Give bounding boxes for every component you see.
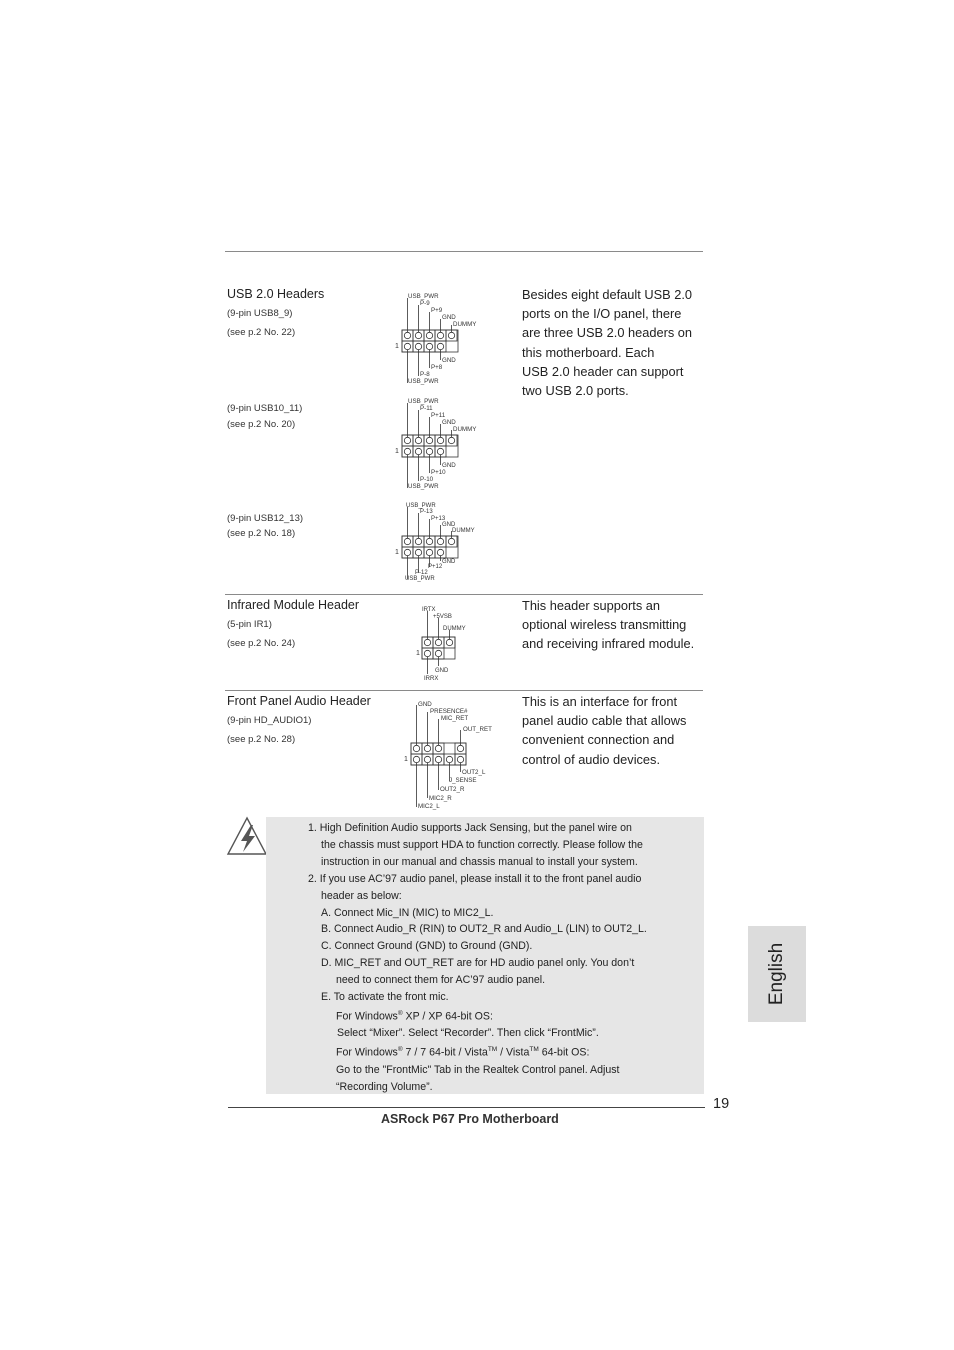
pin-label: DUMMY [452, 528, 475, 534]
pin1-marker: 1 [395, 343, 399, 350]
ir-desc-line: and receiving infrared module. [522, 636, 695, 652]
note-line: C. Connect Ground (GND) to Ground (GND). [321, 940, 533, 953]
pin1-marker: 1 [416, 650, 420, 657]
pin-label: IRRX [424, 676, 439, 682]
note-line-part: For Windows [336, 1010, 398, 1023]
note-line: B. Connect Audio_R (RIN) to OUT2_R and Audio_L (LIN) to OUT2_L. [321, 923, 647, 936]
audio-pin-info: (9-pin HD_AUDIO1) [227, 715, 312, 726]
note-line: instruction in our manual and chassis manual to install your system. [321, 855, 638, 868]
audio-section-title: Front Panel Audio Header [227, 694, 371, 708]
warning-icon [225, 815, 269, 857]
pin-label: GND [442, 559, 456, 565]
pin-label: PRESENCE# [430, 708, 468, 715]
usb3-pin-info: (9-pin USB12_13) [227, 513, 304, 524]
note-text [308, 820, 647, 1096]
pin-label: OUT_RET [463, 726, 492, 733]
audio-description [522, 692, 686, 769]
pin1-marker: 1 [404, 756, 408, 763]
pin-label: P-13 [420, 509, 433, 515]
audio-desc-line: control of audio devices. [522, 751, 661, 767]
pin-label: P+10 [431, 469, 446, 476]
pin-label: DUMMY [443, 626, 466, 632]
usb3-ref: (see p.2 No. 18) [227, 528, 296, 539]
note-line-part: / Vista [497, 1046, 530, 1059]
footer-title: ASRock P67 Pro Motherboard [381, 1112, 559, 1126]
usb-desc-line: this motherboard. Each [522, 344, 655, 360]
pin-label: P-12 [415, 570, 428, 576]
note-line: header as below: [321, 889, 402, 902]
note-line-part: 64-bit OS: [538, 1046, 590, 1059]
pin-label: P-9 [420, 300, 430, 307]
page-number: 19 [713, 1096, 730, 1112]
pin-label: USB_PWR [406, 503, 436, 509]
audio-desc-line: convenient connection and [522, 732, 675, 748]
note-line [308, 1006, 647, 1025]
note-line: the chassis must support HDA to function correctly. Please follow the [321, 838, 643, 851]
usb-section-title: USB 2.0 Headers [227, 287, 325, 301]
usb-header-diagram-3 [394, 498, 494, 584]
pin-label: DUMMY [453, 426, 477, 433]
pin-label: P-11 [420, 405, 433, 412]
ir-desc-line: optional wireless transmitting [522, 617, 687, 633]
pin-label: MIC2_L [418, 803, 440, 810]
pin1-marker: 1 [395, 448, 399, 455]
audio-header-diagram [404, 697, 504, 813]
pin-label: DUMMY [453, 321, 477, 328]
audio-ref: (see p.2 No. 28) [227, 734, 296, 745]
note-line-part: 7 / 7 64-bit / Vista [402, 1046, 488, 1059]
usb1-ref: (see p.2 No. 22) [227, 327, 296, 338]
pin-label: P+13 [431, 516, 446, 522]
note-line-part: XP / XP 64-bit OS: [402, 1010, 493, 1023]
pin-label: GND [442, 522, 456, 528]
usb-desc-line: ports on the I/O panel, there [522, 306, 682, 322]
footer-rule [228, 1107, 705, 1108]
usb-header-diagram-2 [394, 393, 494, 493]
pin-label: P+8 [431, 364, 443, 371]
usb-description [522, 285, 692, 400]
pin-label: USB_PWR [408, 398, 439, 405]
registered-mark: ® [397, 1009, 403, 1017]
audio-desc-line: panel audio cable that allows [522, 713, 687, 729]
pin-label: P-8 [420, 371, 430, 378]
ir-desc-line: This header supports an [522, 598, 661, 613]
pin-label: USB_PWR [408, 483, 439, 490]
usb2-ref: (see p.2 No. 20) [227, 419, 296, 430]
language-tab [748, 926, 806, 1022]
pin-label: GND [442, 357, 456, 364]
pin-label: IRTX [422, 607, 436, 613]
ir-pin-info: (5-pin IR1) [227, 619, 272, 630]
pin-label: MIC2_R [429, 795, 452, 802]
language-tab-label: English [766, 942, 787, 1006]
trademark-mark: TM [487, 1046, 498, 1054]
note-line: E. To activate the front mic. [321, 991, 449, 1004]
note-line-part: For Windows [336, 1046, 398, 1059]
usb2-pin-info: (9-pin USB10_11) [227, 403, 303, 414]
pin-label: GND [442, 462, 456, 469]
pin-label: P+12 [428, 564, 443, 570]
pin-label: J_SENSE [449, 777, 477, 784]
pin-label: USB_PWR [408, 378, 439, 385]
ir-ref: (see p.2 No. 24) [227, 638, 296, 649]
note-line: “Recording Volume”. [336, 1080, 433, 1093]
section-rule [225, 690, 703, 691]
pin-label: MIC_RET [441, 715, 469, 722]
top-rule [225, 251, 703, 252]
pin-label: OUT2_L [462, 769, 486, 776]
pin-label: P+11 [431, 412, 446, 419]
note-line [308, 1042, 647, 1061]
usb-desc-line: are three USB 2.0 headers on [522, 325, 693, 341]
note-line: Select “Mixer”. Select “Recorder”. Then click “FrontMic”. [337, 1027, 599, 1040]
ir-section-title: Infrared Module Header [227, 598, 360, 612]
trademark-mark: TM [529, 1046, 539, 1054]
usb-desc-line: USB 2.0 header can support [522, 363, 684, 379]
note-line: A. Connect Mic_IN (MIC) to MIC2_L. [321, 906, 494, 919]
pin-label: USB_PWR [408, 293, 439, 300]
pin-label: OUT2_R [440, 786, 465, 793]
usb-desc-line: two USB 2.0 ports. [522, 383, 629, 399]
pin-label: USB_PWR [405, 576, 435, 582]
pin1-marker: 1 [395, 549, 399, 556]
pin-label: GND [442, 314, 456, 321]
pin-label: P+9 [431, 307, 443, 314]
registered-mark: ® [397, 1046, 403, 1054]
audio-desc-line: This is an interface for front [522, 694, 678, 709]
note-line: 2. If you use AC’97 audio panel, please install it to the front panel audio [308, 872, 642, 885]
ir-description [522, 596, 694, 654]
note-line: 1. High Definition Audio supports Jack Sensing, but the panel wire on [308, 822, 632, 834]
usb-desc-line: Besides eight default USB 2.0 [522, 287, 693, 302]
pin-label: P-10 [420, 476, 434, 483]
pin-label: GND [418, 701, 432, 708]
note-line: D. MIC_RET and OUT_RET are for HD audio panel only. You don’t [321, 957, 635, 970]
ir-header-diagram [414, 600, 484, 684]
pin-label: GND [435, 668, 449, 674]
note-line: need to connect them for AC’97 audio panel. [336, 974, 546, 987]
usb-header-diagram-1 [394, 288, 494, 388]
pin-label: +5VSB [433, 614, 452, 620]
section-rule [225, 594, 703, 595]
pin-label: GND [442, 419, 456, 426]
note-line: Go to the "FrontMic" Tab in the Realtek Control panel. Adjust [336, 1063, 620, 1076]
usb1-pin-info: (9-pin USB8_9) [227, 308, 293, 319]
